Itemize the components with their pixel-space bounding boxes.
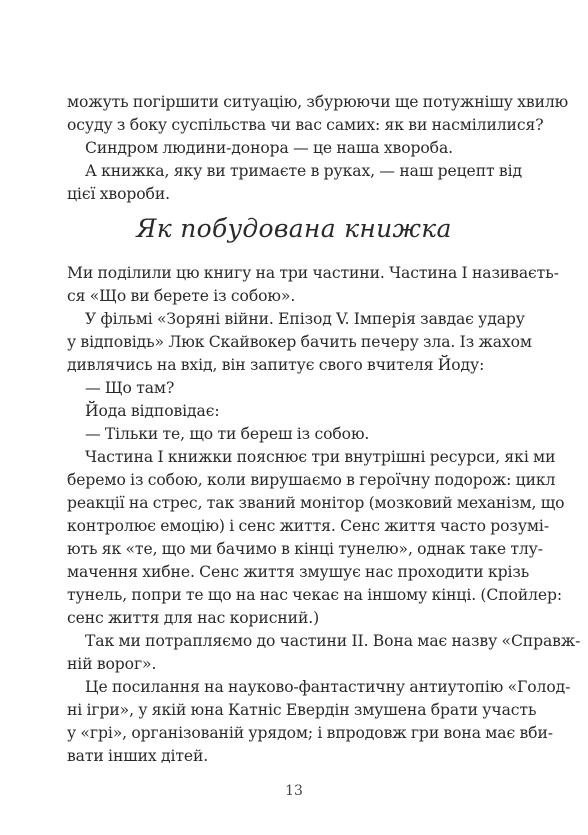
text-line: Це посилання на науково-фантастичну антиутопію «Голод- [85,678,571,696]
text-line: беремо із собою, коли вирушаємо в героїчну подорож: цикл [67,471,556,489]
text-line: — Що там? [85,379,175,397]
text-line: реакції на стрес, так званий монітор (мозковий механізм, що [67,494,565,512]
text-line: контролює емоцію) і сенс життя. Сенс життя часто розумі- [67,517,549,535]
text-line: у «грі», організованій урядом; і впродовж гри вона має вби- [67,724,553,742]
text-line: вати інших дітей. [67,747,209,765]
text-line: У фільмі «Зоряні війни. Епізод V. Імперія завдає удару [85,310,525,328]
text-line: ній ворог». [67,655,157,673]
text-line: А книжка, яку ви тримаєте в руках, — наш рецепт від [85,162,522,180]
text-line: сенс життя для нас корисний.) [67,609,320,627]
text-line: ні ігри», у якій юна Катніс Евердін змушена брати участь [67,701,537,719]
text-line: Частина I книжки пояснює три внутрішні ресурси, які ми [85,448,556,466]
text-line: мачення хибне. Сенс життя змушує нас проходити крізь [67,563,530,581]
text-line: можуть погіршити ситуацію, збурюючи ще потужнішу хвилю [67,93,569,111]
section-heading: Як побудована книжка [136,214,452,243]
text-line: Ми поділили цю книгу на три частини. Частина I називаєть- [67,264,559,282]
text-line: тунель, попри те що на нас чекає на іншому кінці. (Спойлер: [67,586,563,604]
text-line: ся «Що ви берете із собою». [67,287,296,305]
page-number: 13 [285,783,303,799]
text-line: цієї хвороби. [67,185,170,203]
text-line: Синдром людини-донора — це наша хвороба. [85,139,453,157]
text-line: Так ми потрапляємо до частини II. Вона має назву «Справж- [85,632,581,650]
text-line: у відповідь» Люк Скайвокер бачить печеру зла. Із жахом [67,333,532,351]
text-line: осуду з боку суспільства чи вас самих: як ви насмілилися? [67,116,544,134]
text-line: дивлячись на вхід, він запитує свого вчителя Йоду: [67,356,485,374]
text-line: ють як «те, що ми бачимо в кінці тунелю», однак таке тлу- [67,540,543,558]
text-line: — Тільки те, що ти береш із собою. [85,425,370,443]
text-line: Йода відповідає: [85,402,220,420]
